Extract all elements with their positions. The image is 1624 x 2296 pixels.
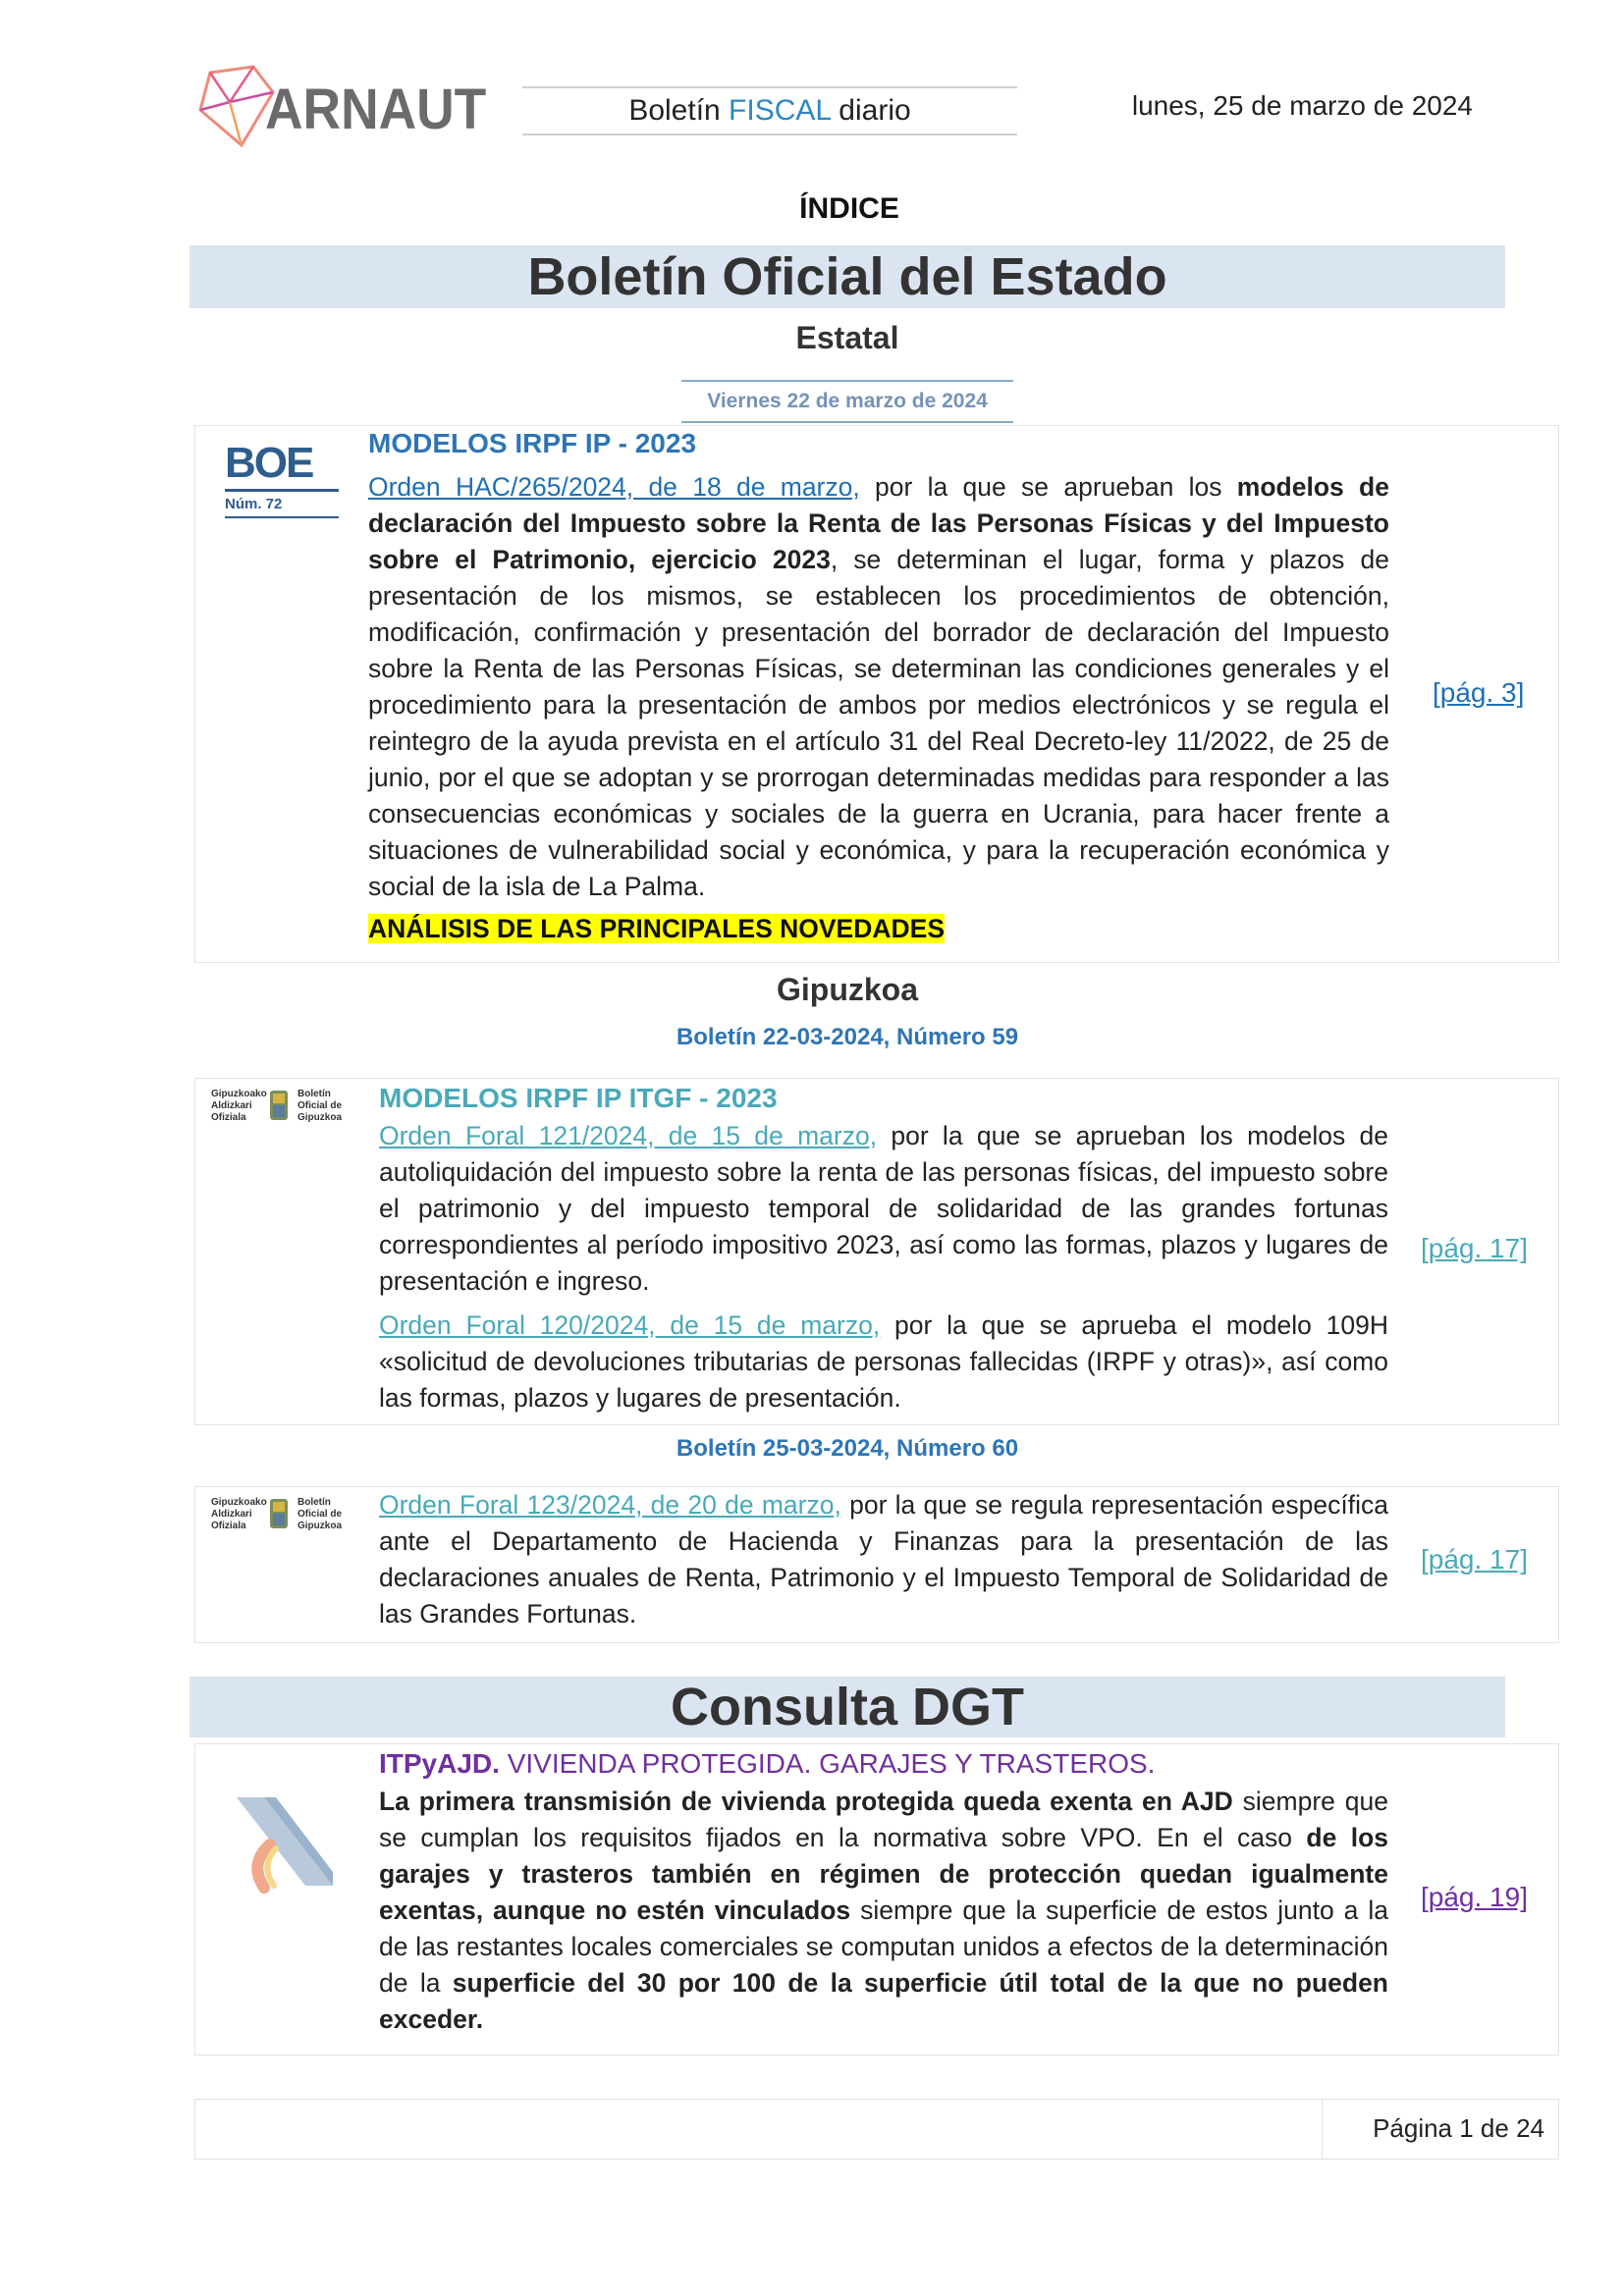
- logo-col2-line: Gipuzkoa: [298, 1521, 343, 1531]
- dgt-entry-title-rest: VIVIENDA PROTEGIDA. GARAJES Y TRASTEROS.: [499, 1748, 1156, 1779]
- boe-analysis-link[interactable]: ANÁLISIS DE LAS PRINCIPALES NOVEDADES: [368, 914, 945, 943]
- orden-foral-123-link[interactable]: Orden Foral 123/2024, de 20 de marzo,: [379, 1490, 841, 1520]
- arnaut-logo-icon: [196, 63, 275, 151]
- orden-foral-121-link[interactable]: Orden Foral 121/2024, de 15 de marzo,: [379, 1121, 878, 1150]
- logo-col2-line: Boletín: [298, 1497, 331, 1508]
- page-number: Página 1 de 24: [1373, 2113, 1544, 2143]
- bulletin-title-accent: FISCAL: [729, 94, 831, 127]
- dgt-entry-title: [379, 1744, 1388, 1784]
- gipuzkoa-logo-col1: [211, 1089, 267, 1124]
- dgt-entry-body: [379, 1744, 1388, 2038]
- gipuzkoa-2-page-link[interactable]: [pág. 17]: [1421, 1544, 1528, 1575]
- dgt-entry-bold-1: La primera transmisión de vivienda protegida queda exenta en AJD: [379, 1787, 1233, 1816]
- logo-col2-line: Oficial de: [298, 1100, 343, 1111]
- dgt-page-link[interactable]: [pág. 19]: [1421, 1882, 1528, 1912]
- dgt-entry-card: [194, 1743, 1559, 2056]
- dgt-entry-paragraph: [379, 1784, 1388, 2038]
- boe-date-pill: Viernes 22 de marzo de 2024: [681, 380, 1013, 423]
- boe-entry-text-2: , se determinan el lugar, forma y plazos de presentación de los mismos, se establecen los procedimientos de obtención, modificación, confirmación y presentación del borrador de declaración del Impuesto sobre la Renta de las Personas Físicas, se determinan las condiciones generales y el procedimiento para la presentación de ambos por medios electrónicos y se regula el reintegro de la ayuda prevista en el artículo 31 del Real Decreto-ley 11/2022, de 25 de junio, por el que se adoptan y se prorrogan determinadas medidas para responder a las consecuencias económicas y sociales de la guerra en Ucrania, para hacer frente a situaciones de vulnerabilidad social y económica, y para la recuperación económica y social de la isla de La Palma.: [368, 545, 1389, 901]
- gipuzkoa-entry-2-text: por la que se regula representación específica ante el Departamento de Hacienda y Finanzas para la presentación de las declaraciones anuales de Renta, Patrimonio y el Impuesto Temporal de Solidaridad de las Grandes Fortunas.: [379, 1490, 1389, 1629]
- boe-logo: [225, 439, 339, 522]
- gipuzkoa-logo-col2: [298, 1089, 342, 1124]
- boe-entry-body: [368, 426, 1389, 947]
- header-date: lunes, 25 de marzo de 2024: [1131, 90, 1473, 121]
- gipuzkoa-bulletin-1-label: Boletín 22-03-2024, Número 59: [676, 1024, 1019, 1050]
- boe-logo-number: Núm. 72: [225, 496, 283, 512]
- boe-entry-bold-1: modelos de declaración del Impuesto sobre la Renta de las Personas Físicas y del Impuesto sobre el Patrimonio, ejercicio 2023: [368, 472, 1389, 574]
- dgt-section-title: Consulta DGT: [189, 1677, 1505, 1737]
- footer-divider: [1322, 2100, 1323, 2159]
- gipuzkoa-logo: [211, 1083, 349, 1138]
- gipuzkoa-entry-card-2: [194, 1486, 1559, 1643]
- logo-col2-line: Boletín: [298, 1089, 331, 1099]
- logo-col1-line: Gipuzkoako: [211, 1497, 267, 1508]
- dgt-entry-title-bold: ITPyAJD.: [379, 1748, 500, 1779]
- dgt-entry-text-2: siempre que la superficie de estos junto a la de las restantes locales comerciales se computan unidos a efectos de la determinación de la: [379, 1896, 1388, 1998]
- boe-logo-letters: BOE: [225, 439, 313, 487]
- aeat-logo-icon: [231, 1788, 339, 1897]
- boe-section-subtitle: Estatal: [795, 320, 899, 355]
- gipuzkoa-1-page-link[interactable]: [pág. 17]: [1421, 1233, 1528, 1263]
- logo-col2-line: Gipuzkoa: [298, 1112, 343, 1123]
- gipuzkoa-logo-col2: [298, 1497, 342, 1532]
- logo-col1-line: Gipuzkoako: [211, 1089, 267, 1099]
- boe-entry-text-1: por la que se aprueban los: [859, 472, 1237, 502]
- arnaut-logo: [196, 63, 487, 151]
- orden-foral-120-link[interactable]: Orden Foral 120/2024, de 15 de marzo,: [379, 1310, 881, 1340]
- logo-col1-line: Aldizkari: [211, 1509, 252, 1520]
- dgt-entry-bold-3: superficie del 30 por 100 de la superficie útil total de la que no pueden exceder.: [379, 1968, 1388, 2034]
- logo-col1-line: Aldizkari: [211, 1100, 252, 1111]
- gipuzkoa-section-title: Gipuzkoa: [776, 972, 918, 1007]
- gipuzkoa-logo-col1: [211, 1497, 267, 1532]
- gipuzkoa-entry-1-text-1: por la que se aprueban los modelos de autoliquidación del impuesto sobre la renta de las personas físicas, del impuesto sobre el patrimonio y del impuesto temporal de solidaridad de las grandes fortunas correspondientes al período impositivo 2023, así como las formas, plazos y lugares de presentación e ingreso.: [379, 1121, 1388, 1296]
- dgt-entry-bold-2: de los garajes y trasteros también en régimen de protección quedan igualmente exentas, aunque no estén vinculados: [379, 1823, 1389, 1925]
- gipuzkoa-entry-1-text-2: por la que se aprueba el modelo 109H «solicitud de devoluciones tributarias de personas fallecidas (IRPF y otras)», así como las formas, plazos y lugares de presentación.: [379, 1310, 1388, 1413]
- page-footer: [194, 2099, 1559, 2160]
- gipuzkoa-entry-card-1: [194, 1078, 1559, 1425]
- boe-section-title: Boletín Oficial del Estado: [189, 245, 1505, 308]
- gipuzkoa-shield-icon: [268, 1497, 290, 1532]
- dgt-entry-text-1: siempre que se cumplan los requisitos fijados en la normativa sobre VPO. En el caso: [379, 1787, 1388, 1852]
- bulletin-title: [522, 86, 1017, 135]
- boe-entry-card: [194, 425, 1559, 963]
- boe-entry-title: MODELOS IRPF IP - 2023: [368, 428, 697, 458]
- gipuzkoa-entry-1-body: [379, 1079, 1388, 1416]
- gipuzkoa-entry-1-paragraph-2: [379, 1308, 1388, 1416]
- index-label: ÍNDICE: [799, 192, 899, 225]
- gipuzkoa-bulletin-2-label: Boletín 25-03-2024, Número 60: [676, 1435, 1019, 1462]
- gipuzkoa-logo: [211, 1491, 349, 1546]
- logo-col1-line: Ofiziala: [211, 1521, 246, 1531]
- boe-analysis-row: [368, 911, 1389, 947]
- boe-entry-paragraph: [368, 469, 1389, 905]
- gipuzkoa-entry-1-title: MODELOS IRPF IP ITGF - 2023: [379, 1083, 778, 1113]
- boe-logo-rule-bottom: [225, 516, 339, 518]
- bulletin-title-post: diario: [830, 94, 911, 127]
- boe-logo-rule: [225, 489, 339, 492]
- logo-col2-line: Oficial de: [298, 1509, 343, 1520]
- bulletin-title-pre: Boletín: [628, 94, 730, 127]
- logo-text: ARNAUT: [265, 78, 487, 141]
- boe-page-link[interactable]: [pág. 3]: [1433, 677, 1525, 708]
- gipuzkoa-shield-icon: [268, 1089, 290, 1124]
- logo-col1-line: Ofiziala: [211, 1112, 246, 1123]
- gipuzkoa-entry-2-body: [379, 1487, 1388, 1632]
- boe-order-link[interactable]: Orden HAC/265/2024, de 18 de marzo,: [368, 472, 860, 502]
- gipuzkoa-entry-1-paragraph-1: [379, 1118, 1388, 1300]
